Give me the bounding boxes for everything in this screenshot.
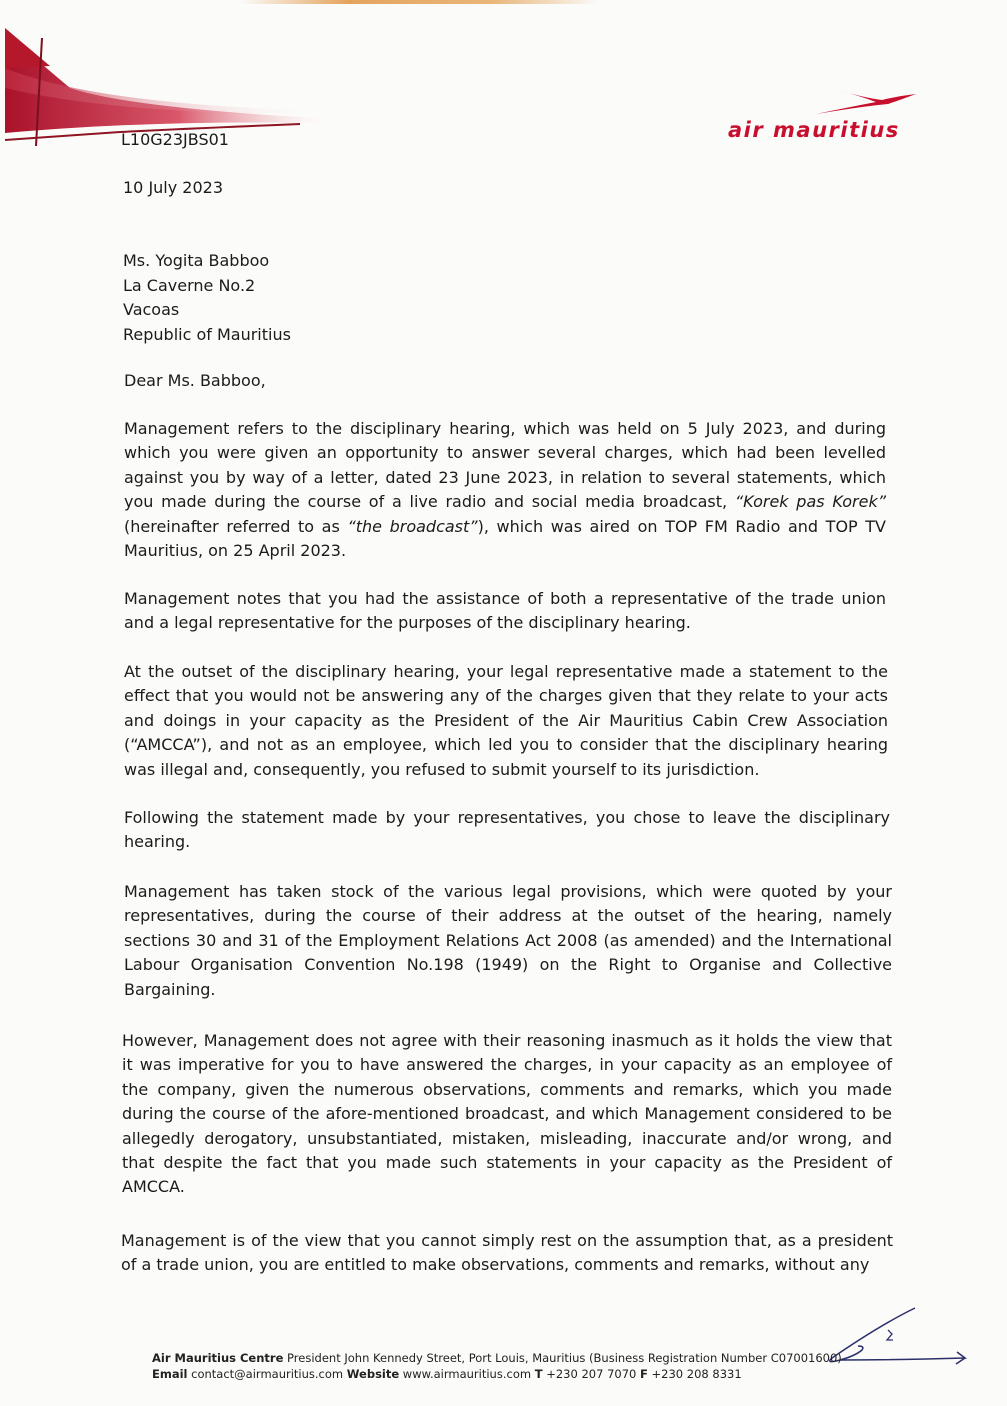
air-mauritius-logo-text: air mauritius bbox=[728, 118, 900, 142]
paille-en-queue-bird-icon bbox=[810, 86, 920, 116]
footer-email: contact@airmauritius.com bbox=[187, 1367, 347, 1381]
footer-centre-label: Air Mauritius Centre bbox=[152, 1351, 284, 1365]
footer-email-label: Email bbox=[152, 1367, 188, 1381]
footer-line-1 bbox=[152, 1350, 842, 1366]
recipient-street: La Caverne No.2 bbox=[123, 275, 256, 295]
paragraph-1-text-c: (hereinafter referred to as bbox=[124, 516, 348, 536]
salutation: Dear Ms. Babboo, bbox=[124, 371, 266, 390]
top-edge-strip bbox=[240, 0, 600, 4]
paragraph-7: Management is of the view that you cannot simply rest on the assumption that, as a president of a trade union, you are entitled to make observations, comments and remarks, without any bbox=[121, 1231, 893, 1275]
footer-line-2 bbox=[152, 1366, 842, 1382]
footer-address: President John Kennedy Street, Port Louis, Mauritius (Business Registration Number C07001600) bbox=[283, 1351, 842, 1365]
paragraph-2: Management notes that you had the assistance of both a representative of the trade union and a legal representative for the purposes of the disciplinary hearing. bbox=[124, 589, 886, 633]
footer-website-label: Website bbox=[346, 1367, 400, 1381]
broadcast-title: “Korek pas Korek” bbox=[734, 492, 887, 512]
footer-phone-label: T bbox=[534, 1367, 543, 1381]
footer-fax-label: F bbox=[640, 1367, 648, 1381]
recipient-name: Ms. Yogita Babboo bbox=[123, 251, 270, 270]
footer-phone: +230 207 7070 bbox=[542, 1367, 641, 1381]
paragraph-4: Following the statement made by your representatives, you chose to leave the disciplinary hearing. bbox=[124, 808, 890, 852]
footer-website: www.airmauritius.com bbox=[399, 1367, 535, 1381]
recipient-town: Vacoas bbox=[123, 300, 180, 319]
letter-reference: L10G23JBS01 bbox=[121, 130, 229, 149]
broadcast-defined-term: “the broadcast” bbox=[347, 516, 478, 536]
paragraph-1-text-a: Management refers to the disciplinary hearing, which was held on 5 July 2023, and during which you were given an opportunity to answer several charges, which had been levelled against you by way of a letter, dated 23 June 2023, in relation to several statements, which you made during the course of a live radio and social media broadcast, bbox=[124, 419, 886, 512]
paragraph-3: At the outset of the disciplinary hearing, your legal representative made a statement to the effect that you would not be answering any of the charges given that they relate to your acts and doings in your capacity as the President of the Air Mauritius Cabin Crew Association (“AMCCA”), and not as an employee, which led you to consider that the disciplinary hearing was illegal and, consequently, you refused to submit yourself to its jurisdiction. bbox=[124, 662, 888, 779]
footer-fax: +230 208 8331 bbox=[647, 1367, 742, 1381]
company-footer bbox=[152, 1350, 842, 1382]
paragraph-1-text-e: ), which was aired on TOP FM Radio and TOP TV Mauritius, on 25 April 2023. bbox=[124, 516, 887, 561]
recipient-country: Republic of Mauritius bbox=[123, 324, 291, 344]
paragraph-5: Management has taken stock of the various legal provisions, which were quoted by your representatives, during the course of their address at the outset of the hearing, namely sections 30 and 31 of the Employment Relations Act 2008 (as amended) and the International Labour Organisation Convention No.198 (1949) on the Right to Organise and Collective Bargaining. bbox=[124, 882, 892, 999]
paragraph-1 bbox=[124, 417, 886, 563]
recipient-address bbox=[123, 249, 291, 347]
letter-date: 10 July 2023 bbox=[123, 178, 224, 197]
handwritten-initial-signature bbox=[820, 1300, 980, 1370]
paragraph-6: However, Management does not agree with their reasoning inasmuch as it holds the view that it was imperative for you to have answered the charges, in your capacity as an employee of the company, given the numerous observations, comments and remarks, which you made during the course of the afore-mentioned broadcast, and which Management considered to be allegedly derogatory, unsubstantiated, mistaken, misleading, inaccurate and/or wrong, and that despite the fact that you made such statements in your capacity as the President of AMCCA. bbox=[122, 1031, 892, 1197]
